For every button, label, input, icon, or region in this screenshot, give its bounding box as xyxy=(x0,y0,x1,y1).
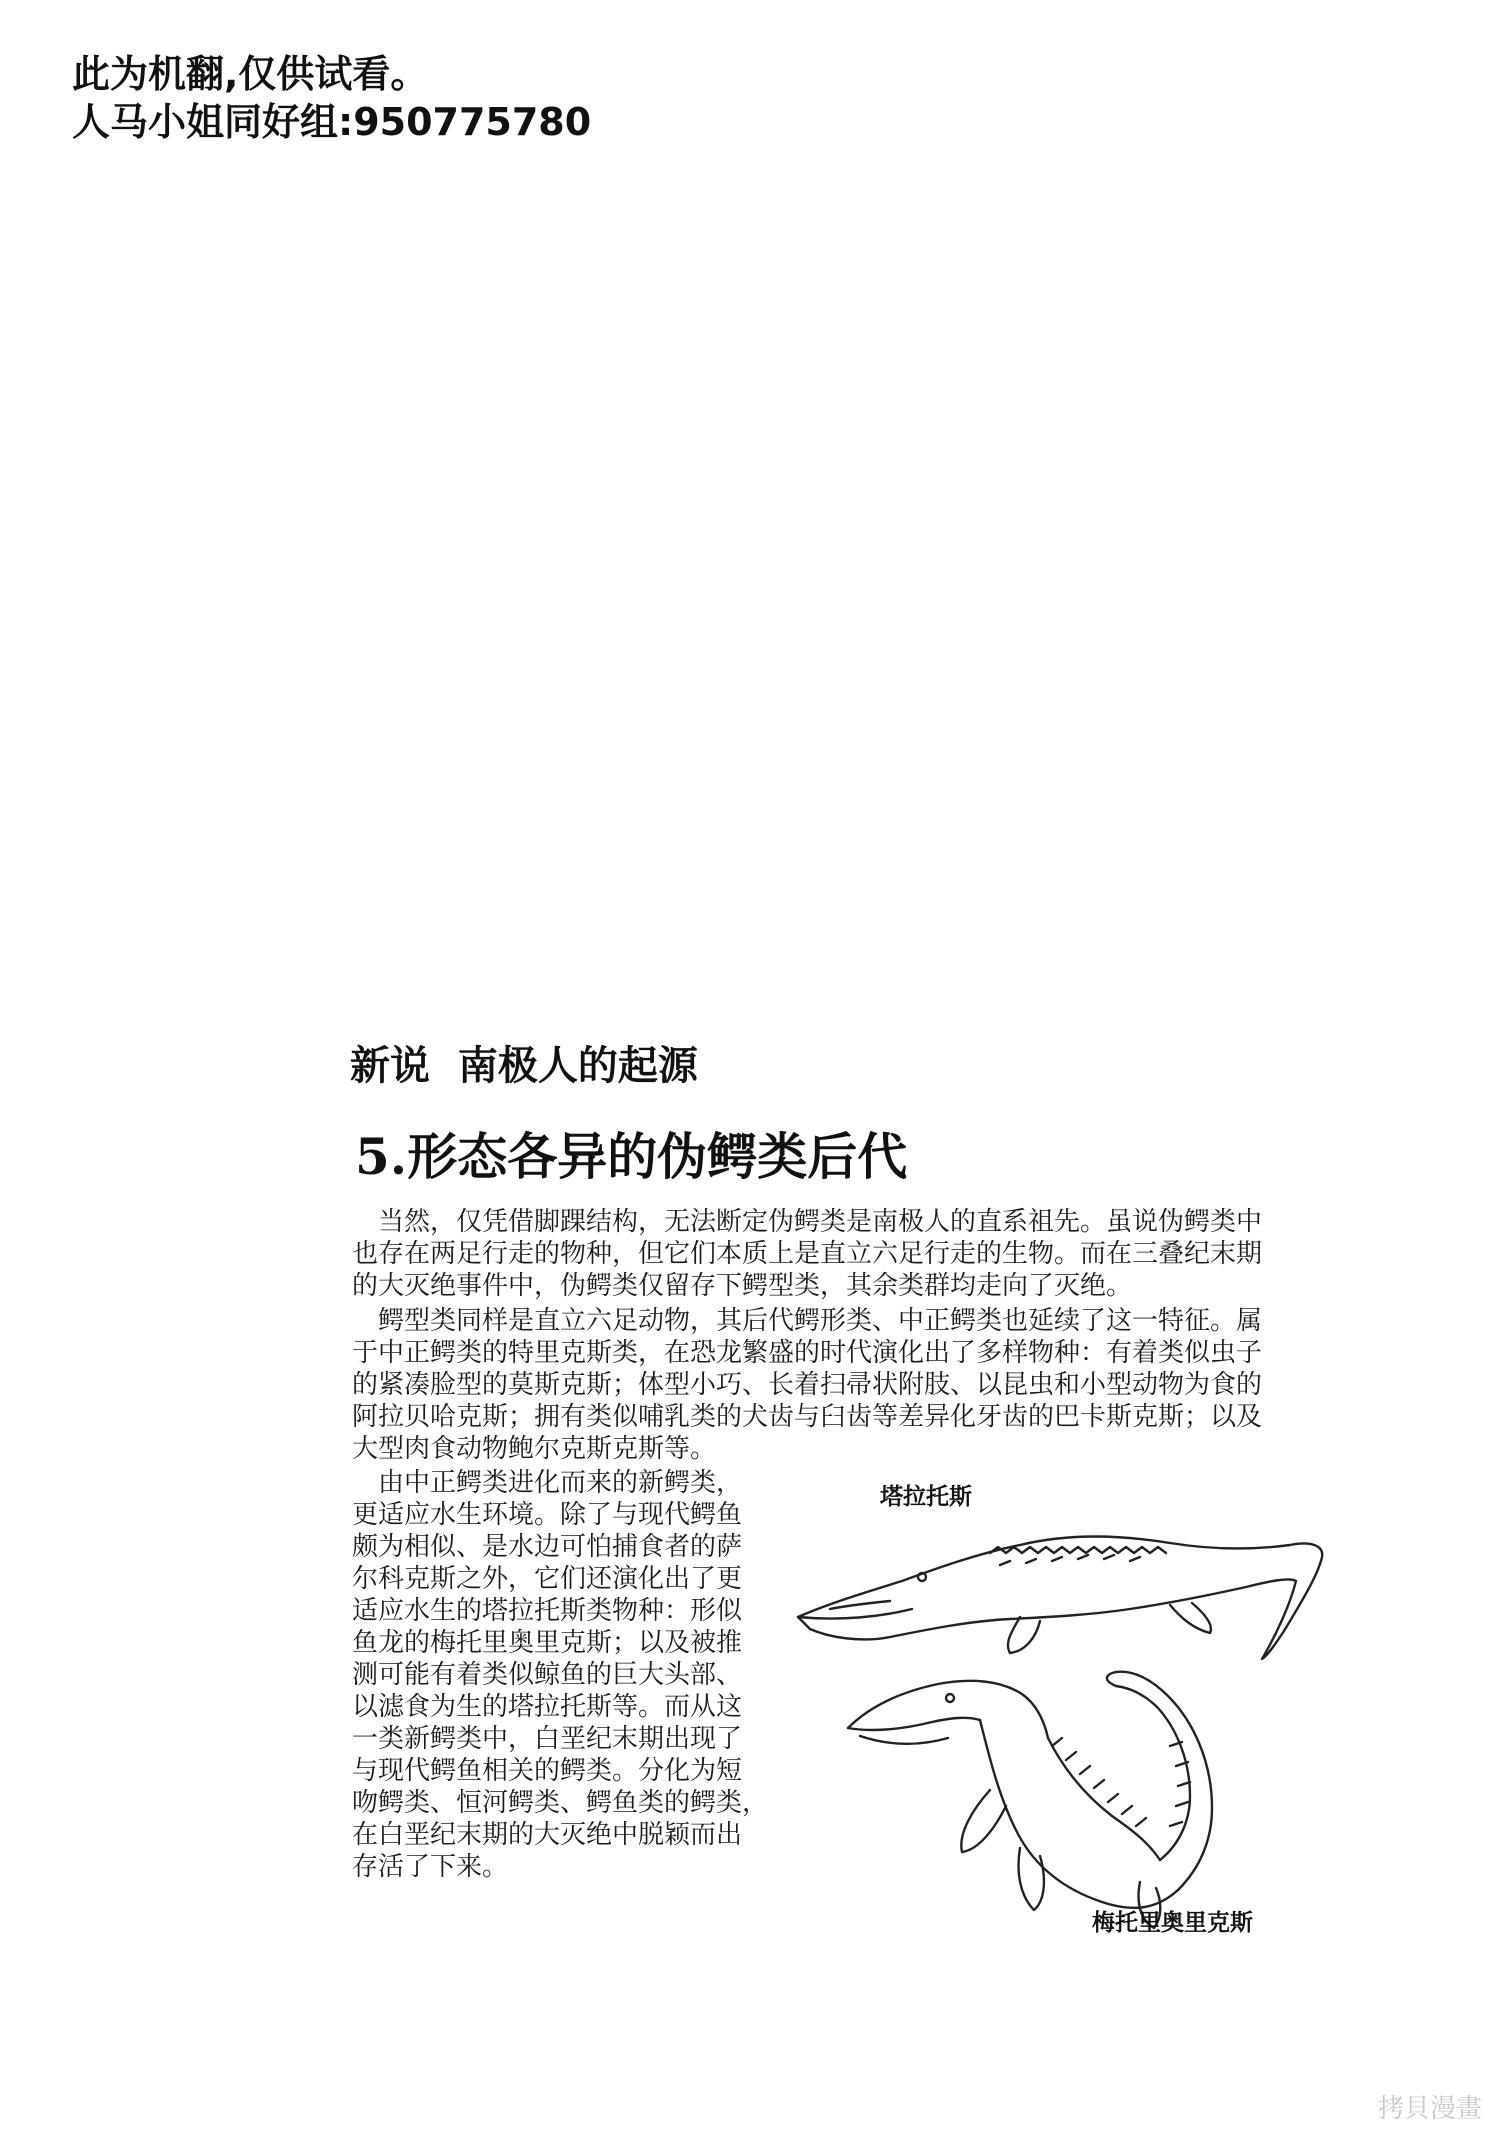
paragraph-line: 与现代鳄鱼相关的鳄类。分化为短 xyxy=(352,1756,743,1786)
caption-metriorhynchus: 梅托里奥里克斯 xyxy=(1092,1910,1253,1936)
paragraph-line: 在白垩纪末期的大灭绝中脱颖而出 xyxy=(352,1820,743,1850)
translation-notice xyxy=(72,50,591,146)
paragraph-line: 于中正鳄类的特里克斯类，在恐龙繁盛的时代演化出了多样物种：有着类似虫子 xyxy=(352,1338,1263,1368)
paragraph-line: 吻鳄类、恒河鳄类、鳄鱼类的鳄类， xyxy=(352,1788,769,1818)
notice-line-2: 人马小姐同好组:950775780 xyxy=(72,100,592,144)
paragraph-line: 以滤食为生的塔拉托斯等。而从这 xyxy=(352,1692,743,1722)
paragraph-line: 颇为相似、是水边可怕捕食者的萨 xyxy=(352,1532,743,1562)
paragraph-line: 也存在两足行走的物种，但它们本质上是直立六足行走的生物。而在三叠纪末期 xyxy=(352,1239,1263,1269)
paragraph-line: 当然，仅凭借脚踝结构，无法断定伪鳄类是南极人的直系祖先。虽说伪鳄类中 xyxy=(352,1207,1263,1237)
chapter-title: 5.形态各异的伪鳄类后代 xyxy=(355,1127,908,1186)
paragraph-line: 的大灭绝事件中，伪鳄类仅留存下鳄型类，其余类群均走向了灭绝。 xyxy=(352,1271,1133,1301)
paragraph-line: 存活了下来。 xyxy=(352,1852,509,1882)
watermark: 拷貝漫畫 xyxy=(1377,2094,1482,2124)
metriorhynchus-illustration xyxy=(840,1620,1260,1940)
paragraph-line: 测可能有着类似鲸鱼的巨大头部、 xyxy=(352,1660,743,1690)
paragraph-line: 阿拉贝哈克斯；拥有类似哺乳类的犬齿与臼齿等差异化牙齿的巴卡斯克斯；以及 xyxy=(352,1402,1263,1432)
paragraph-line: 一类新鳄类中，白垩纪末期出现了 xyxy=(352,1724,743,1754)
paragraph-line: 的紧凑脸型的莫斯克斯；体型小巧、长着扫帚状附肢、以昆虫和小型动物为食的 xyxy=(352,1370,1263,1400)
paragraph-line: 鳄型类同样是直立六足动物，其后代鳄形类、中正鳄类也延续了这一特征。属 xyxy=(352,1306,1263,1336)
notice-line-1: 此为机翻,仅供试看。 xyxy=(72,52,429,96)
paragraph-3 xyxy=(352,1467,768,1883)
caption-thalattosuchian: 塔拉托斯 xyxy=(880,1484,972,1510)
paragraph-line: 尔科克斯之外，它们还演化出了更 xyxy=(352,1564,743,1594)
paragraph-line: 适应水生的塔拉托斯类物种：形似 xyxy=(352,1596,743,1626)
paragraph-line: 由中正鳄类进化而来的新鳄类， xyxy=(352,1468,743,1498)
paragraph-1 xyxy=(352,1206,1262,1302)
paragraph-line: 大型肉食动物鲍尔克斯克斯等。 xyxy=(352,1434,717,1464)
paragraph-2 xyxy=(352,1305,1262,1465)
paragraph-line: 鱼龙的梅托里奥里克斯；以及被推 xyxy=(352,1628,743,1658)
section-heading: 新说 南极人的起源 xyxy=(350,1043,698,1089)
paragraph-line: 更适应水生环境。除了与现代鳄鱼 xyxy=(352,1500,743,1530)
